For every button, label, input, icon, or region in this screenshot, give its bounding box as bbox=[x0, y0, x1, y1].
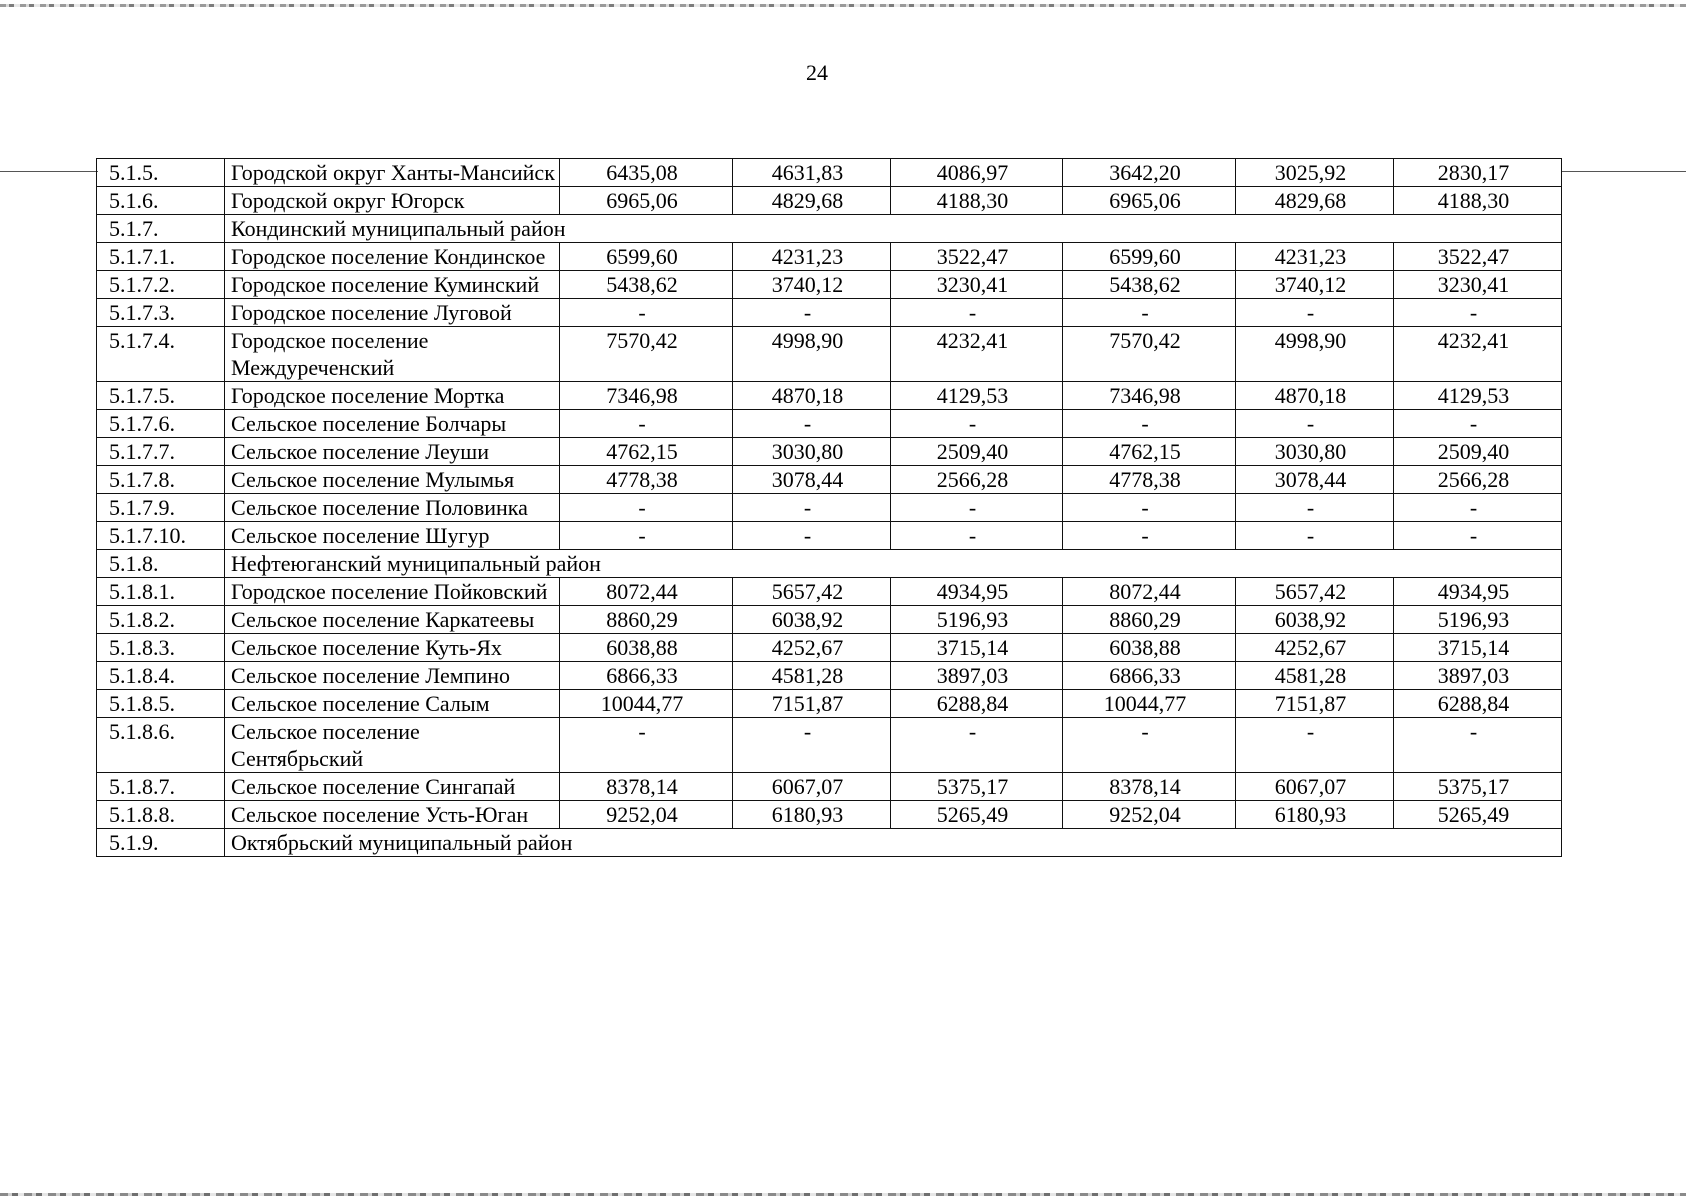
table-row bbox=[97, 382, 1562, 410]
value-cell: 6288,84 bbox=[1394, 690, 1562, 718]
value-cell: - bbox=[560, 718, 733, 773]
value-cell: 2509,40 bbox=[891, 438, 1063, 466]
value-cell: 5265,49 bbox=[891, 801, 1063, 829]
settlement-name: Городское поселение Куминский bbox=[225, 271, 560, 299]
value-cell: - bbox=[1394, 522, 1562, 550]
value-cell: 6599,60 bbox=[560, 243, 733, 271]
section-row bbox=[97, 215, 1562, 243]
value-cell: - bbox=[1236, 718, 1394, 773]
value-cell: 4998,90 bbox=[1236, 327, 1394, 382]
value-cell: 6866,33 bbox=[560, 662, 733, 690]
settlement-name: Сельское поселение Сентябрьский bbox=[225, 718, 560, 773]
table-row bbox=[97, 410, 1562, 438]
value-cell: 8378,14 bbox=[560, 773, 733, 801]
value-cell: - bbox=[1394, 410, 1562, 438]
row-code: 5.1.8.2. bbox=[97, 606, 225, 634]
value-cell: 4870,18 bbox=[1236, 382, 1394, 410]
value-cell: 4581,28 bbox=[1236, 662, 1394, 690]
tariff-table bbox=[96, 158, 1562, 857]
value-cell: 9252,04 bbox=[1063, 801, 1236, 829]
value-cell: 8860,29 bbox=[560, 606, 733, 634]
value-cell: 6180,93 bbox=[733, 801, 891, 829]
value-cell: 5657,42 bbox=[1236, 578, 1394, 606]
value-cell: 6038,88 bbox=[560, 634, 733, 662]
value-cell: 8072,44 bbox=[560, 578, 733, 606]
value-cell: 8860,29 bbox=[1063, 606, 1236, 634]
row-code: 5.1.7.10. bbox=[97, 522, 225, 550]
value-cell: 6435,08 bbox=[560, 159, 733, 187]
value-cell: 5196,93 bbox=[1394, 606, 1562, 634]
settlement-name: Сельское поселение Сингапай bbox=[225, 773, 560, 801]
row-code: 5.1.7.6. bbox=[97, 410, 225, 438]
value-cell: - bbox=[733, 718, 891, 773]
value-cell: 2830,17 bbox=[1394, 159, 1562, 187]
value-cell: - bbox=[1063, 410, 1236, 438]
table-row bbox=[97, 187, 1562, 215]
value-cell: - bbox=[1394, 718, 1562, 773]
value-cell: - bbox=[560, 494, 733, 522]
settlement-name: Сельское поселение Салым bbox=[225, 690, 560, 718]
value-cell: - bbox=[560, 522, 733, 550]
row-code: 5.1.8.8. bbox=[97, 801, 225, 829]
section-row bbox=[97, 550, 1562, 578]
row-code: 5.1.7.3. bbox=[97, 299, 225, 327]
table-row bbox=[97, 159, 1562, 187]
row-code: 5.1.7. bbox=[97, 215, 225, 243]
row-code: 5.1.7.4. bbox=[97, 327, 225, 382]
value-cell: 3897,03 bbox=[1394, 662, 1562, 690]
value-cell: 10044,77 bbox=[1063, 690, 1236, 718]
settlement-name: Городской округ Югорск bbox=[225, 187, 560, 215]
row-code: 5.1.8.7. bbox=[97, 773, 225, 801]
value-cell: 6038,92 bbox=[1236, 606, 1394, 634]
table-row bbox=[97, 773, 1562, 801]
section-title: Нефтеюганский муниципальный район bbox=[225, 550, 1562, 578]
settlement-name: Городское поселение Междуреченский bbox=[225, 327, 560, 382]
row-code: 5.1.7.8. bbox=[97, 466, 225, 494]
value-cell: 7570,42 bbox=[560, 327, 733, 382]
value-cell: - bbox=[1063, 522, 1236, 550]
value-cell: 7570,42 bbox=[1063, 327, 1236, 382]
row-code: 5.1.8.4. bbox=[97, 662, 225, 690]
settlement-name: Сельское поселение Половинка bbox=[225, 494, 560, 522]
row-code: 5.1.7.1. bbox=[97, 243, 225, 271]
section-row bbox=[97, 829, 1562, 857]
scan-edge-bottom bbox=[0, 1193, 1686, 1196]
value-cell: 3030,80 bbox=[733, 438, 891, 466]
value-cell: 5375,17 bbox=[1394, 773, 1562, 801]
value-cell: 6038,88 bbox=[1063, 634, 1236, 662]
value-cell: 4829,68 bbox=[733, 187, 891, 215]
value-cell: 6067,07 bbox=[733, 773, 891, 801]
value-cell: - bbox=[733, 299, 891, 327]
value-cell: 2566,28 bbox=[891, 466, 1063, 494]
value-cell: 8378,14 bbox=[1063, 773, 1236, 801]
value-cell: - bbox=[733, 522, 891, 550]
value-cell: 3642,20 bbox=[1063, 159, 1236, 187]
table-row bbox=[97, 801, 1562, 829]
value-cell: 6866,33 bbox=[1063, 662, 1236, 690]
value-cell: - bbox=[891, 410, 1063, 438]
settlement-name: Сельское поселение Куть-Ях bbox=[225, 634, 560, 662]
settlement-name: Городское поселение Кондинское bbox=[225, 243, 560, 271]
value-cell: 2509,40 bbox=[1394, 438, 1562, 466]
value-cell: 4188,30 bbox=[891, 187, 1063, 215]
value-cell: 4232,41 bbox=[891, 327, 1063, 382]
value-cell: 4581,28 bbox=[733, 662, 891, 690]
value-cell: 3715,14 bbox=[891, 634, 1063, 662]
value-cell: - bbox=[1236, 494, 1394, 522]
value-cell: 4778,38 bbox=[560, 466, 733, 494]
row-code: 5.1.7.9. bbox=[97, 494, 225, 522]
settlement-name: Городское поселение Мортка bbox=[225, 382, 560, 410]
settlement-name: Городской округ Ханты-Мансийск bbox=[225, 159, 560, 187]
value-cell: - bbox=[891, 718, 1063, 773]
value-cell: 2566,28 bbox=[1394, 466, 1562, 494]
settlement-name: Городское поселение Пойковский bbox=[225, 578, 560, 606]
value-cell: 4231,23 bbox=[733, 243, 891, 271]
value-cell: 5265,49 bbox=[1394, 801, 1562, 829]
value-cell: 5657,42 bbox=[733, 578, 891, 606]
table-body bbox=[97, 159, 1562, 857]
row-code: 5.1.8.5. bbox=[97, 690, 225, 718]
row-code: 5.1.8.3. bbox=[97, 634, 225, 662]
value-cell: - bbox=[560, 299, 733, 327]
value-cell: 6965,06 bbox=[560, 187, 733, 215]
value-cell: 3230,41 bbox=[1394, 271, 1562, 299]
value-cell: 4870,18 bbox=[733, 382, 891, 410]
value-cell: 3230,41 bbox=[891, 271, 1063, 299]
section-title: Кондинский муниципальный район bbox=[225, 215, 1562, 243]
table-row bbox=[97, 634, 1562, 662]
value-cell: 4231,23 bbox=[1236, 243, 1394, 271]
value-cell: - bbox=[1236, 522, 1394, 550]
value-cell: 9252,04 bbox=[560, 801, 733, 829]
value-cell: - bbox=[560, 410, 733, 438]
settlement-name: Сельское поселение Каркатеевы bbox=[225, 606, 560, 634]
value-cell: 3078,44 bbox=[1236, 466, 1394, 494]
value-cell: 4829,68 bbox=[1236, 187, 1394, 215]
value-cell: 5196,93 bbox=[891, 606, 1063, 634]
value-cell: 3740,12 bbox=[733, 271, 891, 299]
value-cell: 4188,30 bbox=[1394, 187, 1562, 215]
row-code: 5.1.7.2. bbox=[97, 271, 225, 299]
value-cell: 3522,47 bbox=[891, 243, 1063, 271]
row-code: 5.1.8.1. bbox=[97, 578, 225, 606]
row-code: 5.1.8. bbox=[97, 550, 225, 578]
settlement-name: Сельское поселение Шугур bbox=[225, 522, 560, 550]
settlement-name: Сельское поселение Мулымья bbox=[225, 466, 560, 494]
value-cell: 4778,38 bbox=[1063, 466, 1236, 494]
value-cell: - bbox=[733, 410, 891, 438]
value-cell: - bbox=[1236, 299, 1394, 327]
row-code: 5.1.7.5. bbox=[97, 382, 225, 410]
table-row bbox=[97, 718, 1562, 773]
section-title: Октябрьский муниципальный район bbox=[225, 829, 1562, 857]
row-code: 5.1.7.7. bbox=[97, 438, 225, 466]
row-code: 5.1.6. bbox=[97, 187, 225, 215]
value-cell: 7151,87 bbox=[733, 690, 891, 718]
scan-edge-top bbox=[0, 4, 1686, 7]
value-cell: 4762,15 bbox=[1063, 438, 1236, 466]
table-row bbox=[97, 438, 1562, 466]
value-cell: 4252,67 bbox=[1236, 634, 1394, 662]
value-cell: - bbox=[891, 522, 1063, 550]
value-cell: - bbox=[891, 494, 1063, 522]
value-cell: 6599,60 bbox=[1063, 243, 1236, 271]
value-cell: 3740,12 bbox=[1236, 271, 1394, 299]
value-cell: - bbox=[1063, 718, 1236, 773]
table-row bbox=[97, 271, 1562, 299]
value-cell: - bbox=[1236, 410, 1394, 438]
value-cell: 4129,53 bbox=[891, 382, 1063, 410]
value-cell: 7346,98 bbox=[1063, 382, 1236, 410]
value-cell: 4086,97 bbox=[891, 159, 1063, 187]
value-cell: 4998,90 bbox=[733, 327, 891, 382]
value-cell: 4232,41 bbox=[1394, 327, 1562, 382]
value-cell: 5375,17 bbox=[891, 773, 1063, 801]
row-code: 5.1.9. bbox=[97, 829, 225, 857]
page-number: 24 bbox=[806, 60, 828, 85]
value-cell: 6288,84 bbox=[891, 690, 1063, 718]
value-cell: 7151,87 bbox=[1236, 690, 1394, 718]
value-cell: - bbox=[1394, 299, 1562, 327]
value-cell: 4631,83 bbox=[733, 159, 891, 187]
value-cell: - bbox=[733, 494, 891, 522]
value-cell: - bbox=[1394, 494, 1562, 522]
value-cell: 6067,07 bbox=[1236, 773, 1394, 801]
value-cell: 8072,44 bbox=[1063, 578, 1236, 606]
value-cell: 3030,80 bbox=[1236, 438, 1394, 466]
table-row bbox=[97, 662, 1562, 690]
value-cell: 4252,67 bbox=[733, 634, 891, 662]
table-row bbox=[97, 243, 1562, 271]
value-cell: 5438,62 bbox=[1063, 271, 1236, 299]
table-row bbox=[97, 522, 1562, 550]
value-cell: 5438,62 bbox=[560, 271, 733, 299]
value-cell: 3897,03 bbox=[891, 662, 1063, 690]
table-row bbox=[97, 494, 1562, 522]
table-row bbox=[97, 466, 1562, 494]
value-cell: 6038,92 bbox=[733, 606, 891, 634]
value-cell: 6965,06 bbox=[1063, 187, 1236, 215]
table-row bbox=[97, 690, 1562, 718]
value-cell: - bbox=[1063, 494, 1236, 522]
value-cell: - bbox=[891, 299, 1063, 327]
row-code: 5.1.5. bbox=[97, 159, 225, 187]
table-row bbox=[97, 299, 1562, 327]
scan-rule-left bbox=[0, 171, 98, 172]
settlement-name: Городское поселение Луговой bbox=[225, 299, 560, 327]
value-cell: 4762,15 bbox=[560, 438, 733, 466]
settlement-name: Сельское поселение Болчары bbox=[225, 410, 560, 438]
value-cell: 7346,98 bbox=[560, 382, 733, 410]
value-cell: 6180,93 bbox=[1236, 801, 1394, 829]
value-cell: 3025,92 bbox=[1236, 159, 1394, 187]
value-cell: - bbox=[1063, 299, 1236, 327]
settlement-name: Сельское поселение Усть-Юган bbox=[225, 801, 560, 829]
value-cell: 4934,95 bbox=[1394, 578, 1562, 606]
value-cell: 3078,44 bbox=[733, 466, 891, 494]
table-row bbox=[97, 606, 1562, 634]
value-cell: 3522,47 bbox=[1394, 243, 1562, 271]
value-cell: 4934,95 bbox=[891, 578, 1063, 606]
table-row bbox=[97, 327, 1562, 382]
row-code: 5.1.8.6. bbox=[97, 718, 225, 773]
scan-rule-right bbox=[1561, 171, 1686, 172]
value-cell: 10044,77 bbox=[560, 690, 733, 718]
settlement-name: Сельское поселение Леуши bbox=[225, 438, 560, 466]
table-row bbox=[97, 578, 1562, 606]
value-cell: 3715,14 bbox=[1394, 634, 1562, 662]
settlement-name: Сельское поселение Лемпино bbox=[225, 662, 560, 690]
value-cell: 4129,53 bbox=[1394, 382, 1562, 410]
